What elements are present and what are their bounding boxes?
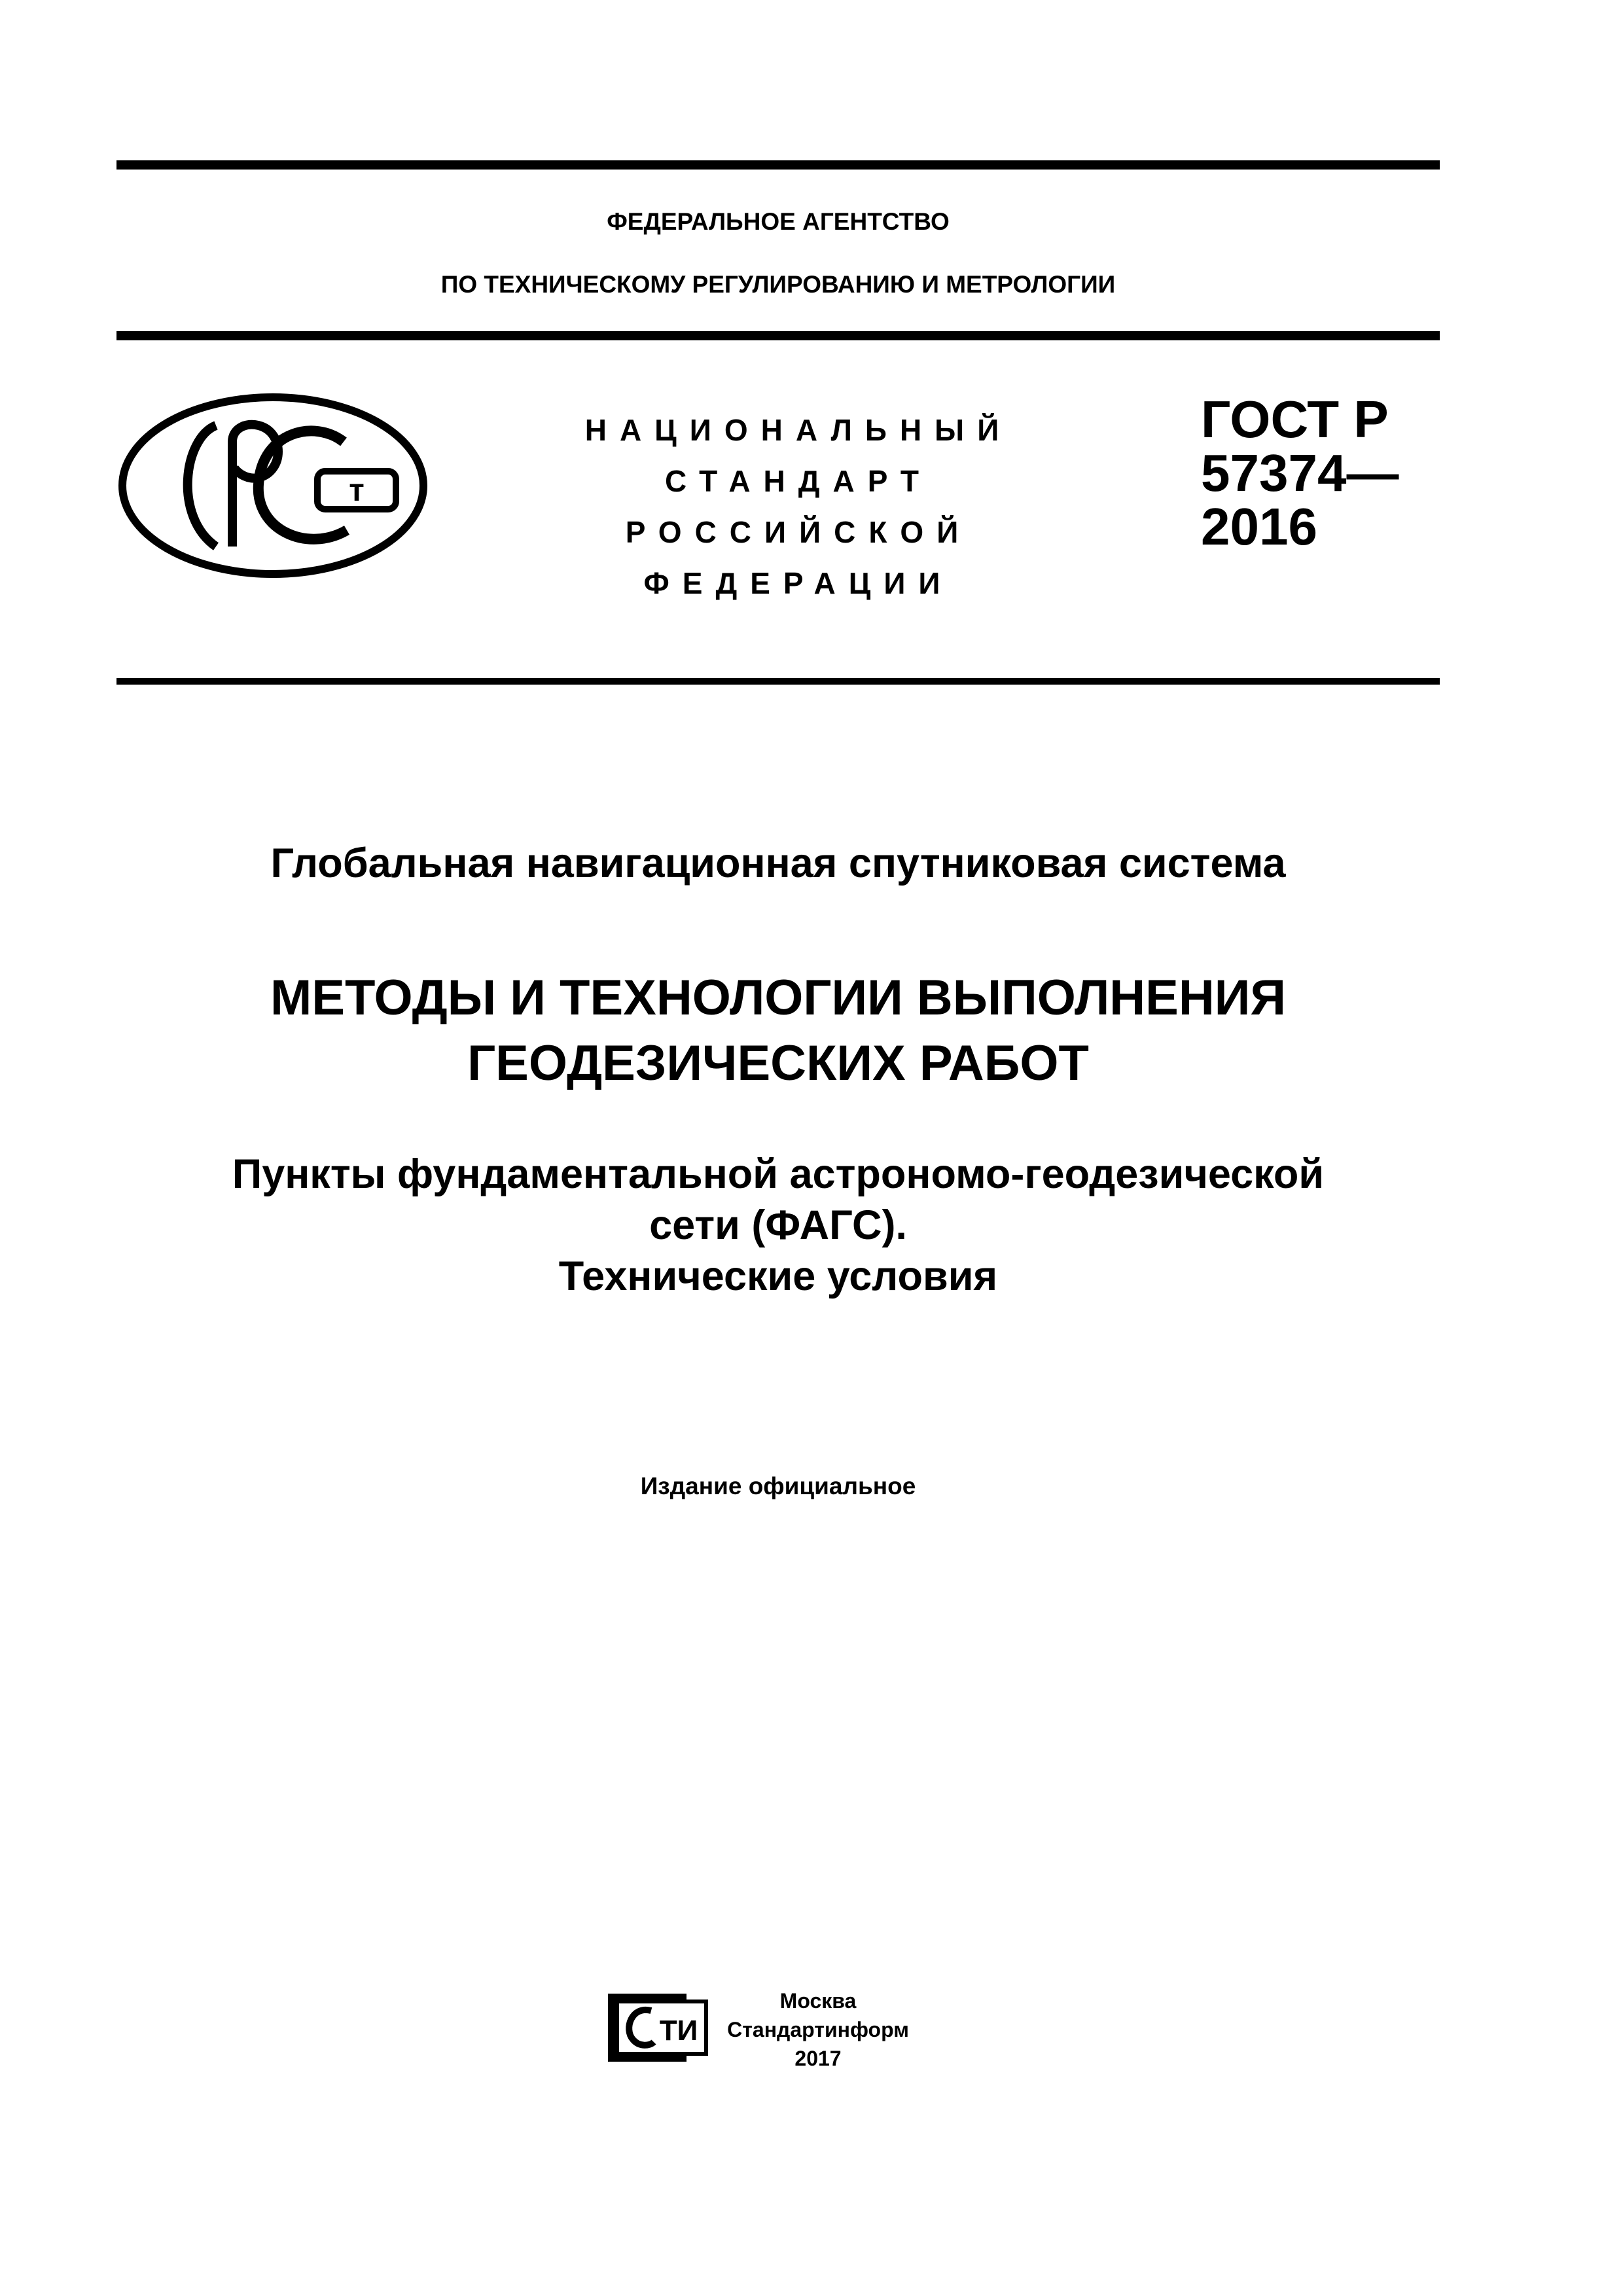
publisher-info bbox=[713, 1986, 923, 2073]
gost-line-2: 57374— bbox=[1201, 444, 1399, 502]
svg-text:т: т bbox=[349, 473, 365, 508]
publisher-logo-icon bbox=[605, 1991, 710, 2064]
gost-line-1: ГОСТ Р bbox=[1201, 390, 1389, 448]
agency-line-2: ПО ТЕХНИЧЕСКОМУ РЕГУЛИРОВАНИЮ И МЕТРОЛОГИИ bbox=[440, 271, 1116, 298]
main-title bbox=[116, 965, 1440, 1096]
middle-rule bbox=[116, 331, 1440, 340]
svg-text:ТИ: ТИ bbox=[659, 2015, 698, 2047]
national-line: РОССИЙСКОЙ bbox=[625, 515, 972, 549]
main-title-line-2: ГЕОДЕЗИЧЕСКИХ РАБОТ bbox=[467, 1035, 1089, 1091]
gost-line-3: 2016 bbox=[1201, 497, 1317, 556]
subtitle-line-1: Пункты фундаментальной астрономо-геодезической bbox=[232, 1151, 1325, 1197]
top-rule bbox=[116, 160, 1440, 170]
national-line: СТАНДАРТ bbox=[665, 464, 932, 498]
subtitle-line-3: Технические условия bbox=[558, 1253, 998, 1299]
agency-line-1: ФЕДЕРАЛЬНОЕ АГЕНТСТВО bbox=[607, 208, 950, 235]
publisher-year: 2017 bbox=[794, 2047, 842, 2070]
system-title: Глобальная навигационная спутниковая система bbox=[270, 840, 1286, 886]
publisher-city: Москва bbox=[779, 1989, 857, 2013]
subtitle bbox=[116, 1149, 1440, 1302]
bottom-rule bbox=[116, 678, 1440, 685]
gost-designation bbox=[1201, 390, 1399, 556]
national-line: ФЕДЕРАЦИИ bbox=[643, 566, 954, 600]
national-standard-block bbox=[550, 404, 1047, 609]
rst-logo-icon bbox=[118, 393, 429, 579]
subtitle-line-2: сети (ФАГС). bbox=[649, 1202, 907, 1248]
main-title-line-1: МЕТОДЫ И ТЕХНОЛОГИИ ВЫПОЛНЕНИЯ bbox=[270, 970, 1287, 1026]
publisher-name: Стандартинформ bbox=[727, 2018, 909, 2041]
edition-label: Издание официальное bbox=[640, 1473, 916, 1499]
national-line: НАЦИОНАЛЬНЫЙ bbox=[584, 413, 1012, 447]
